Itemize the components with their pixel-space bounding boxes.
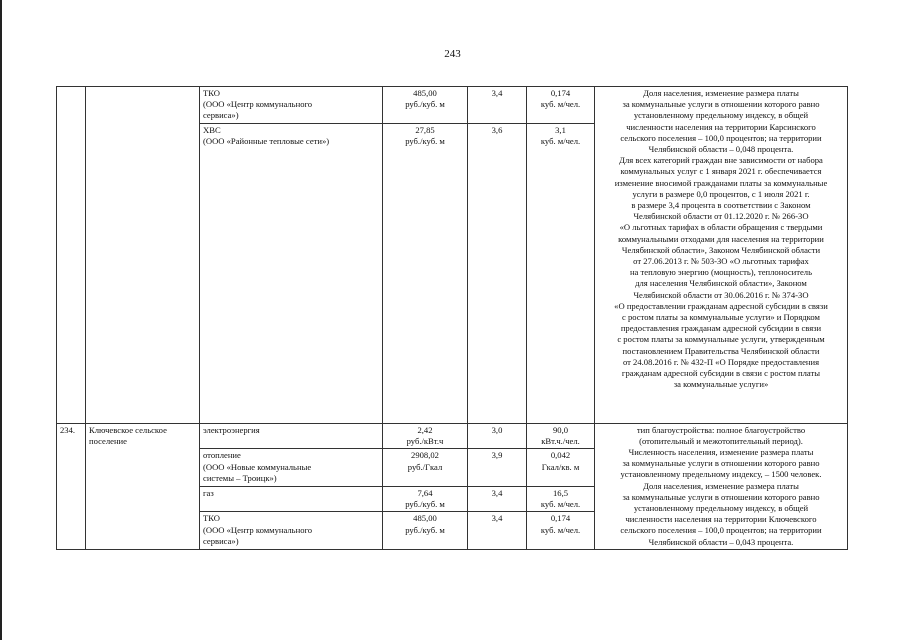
row-description: тип благоустройства: полное благоустройство (отопительный и межотопительный период). Численность населения, изменение размера платы за коммунальные услуги в отношении которого равно установленному предельному индексу, – 1500 человек. Доля населения, изменение размера платы за коммунальные услуги в отношении которого равно установленному предельному индексу, в общей численности населения на территории Ключевского сельского поселения – 100,0 процентов; на территории Челябинской области – 0,043 процента.	[595, 423, 848, 549]
index-value: 3,9	[468, 449, 527, 486]
norm-value: 16,5 куб. м/чел.	[527, 486, 595, 512]
norm-value: 0,174 куб. м/чел.	[527, 512, 595, 549]
service-name: ТКО (ООО «Центр коммунального сервиса»)	[200, 87, 383, 124]
tariff-value: 2908,02 руб./Гкал	[383, 449, 468, 486]
tariff-value: 7,64 руб./куб. м	[383, 486, 468, 512]
index-value: 3,6	[468, 123, 527, 423]
index-value: 3,4	[468, 486, 527, 512]
tariff-table	[56, 86, 848, 550]
norm-value: 90,0 кВт.ч./чел.	[527, 423, 595, 449]
page-edge-line	[0, 0, 2, 640]
service-name: ТКО (ООО «Центр коммунального сервиса»)	[200, 512, 383, 549]
table-row	[57, 423, 848, 449]
norm-value: 0,042 Гкал/кв. м	[527, 449, 595, 486]
service-name: электроэнергия	[200, 423, 383, 449]
page-number: 243	[444, 48, 461, 60]
index-value: 3,4	[468, 512, 527, 549]
tariff-value: 27,85 руб./куб. м	[383, 123, 468, 423]
settlement-name: Ключевское сельское поселение	[86, 423, 200, 549]
service-name: ХВС (ООО «Районные тепловые сети»)	[200, 123, 383, 423]
settlement-name	[86, 87, 200, 424]
table-row	[57, 87, 848, 124]
index-value: 3,4	[468, 87, 527, 124]
service-name: газ	[200, 486, 383, 512]
row-description: Доля населения, изменение размера платы за коммунальные услуги в отношении которого равно установленному предельному индексу, в общей численности населения на территории Карсинского сельского поселения – 100,0 процентов; на территории Челябинской области – 0,048 процента. Для всех категорий граждан вне зависимости от набора коммунальных услуг с 1 января 2021 г. обеспечивается изменение вносимой гражданами платы за коммунальные услуги в размере 0,0 процентов, с 1 июля 2021 г. в размере 3,4 процента в соответствии с Законом Челябинской области от 01.12.2020 г. № 266-ЗО «О льготных тарифах в области обращения с твердыми коммунальными отходами для населения на территории Челябинской области», Законом Челябинской области от 27.06.2013 г. № 503-ЗО «О льготных тарифах на тепловую энергию (мощность), теплоноситель для населения Челябинской области», Законом Челябинской области от 30.06.2016 г. № 374-ЗО «О предоставлении гражданам адресной субсидии в связи с ростом платы за коммунальные услуги» и Порядком предоставления гражданам адресной субсидии в связи с ростом платы за коммунальные услуги, утвержденным постановлением Правительства Челябинской области от 24.08.2016 г. № 432-П «О Порядке предоставления гражданам адресной субсидии в связи с ростом платы за коммунальные услуги»	[595, 87, 848, 424]
service-name: отопление (ООО «Новые коммунальные системы – Троицк»)	[200, 449, 383, 486]
tariff-value: 485,00 руб./куб. м	[383, 512, 468, 549]
tariff-value: 485,00 руб./куб. м	[383, 87, 468, 124]
norm-value: 3,1 куб. м/чел.	[527, 123, 595, 423]
row-number	[57, 87, 86, 424]
tariff-value: 2,42 руб./кВт.ч	[383, 423, 468, 449]
index-value: 3,0	[468, 423, 527, 449]
row-number: 234.	[57, 423, 86, 549]
norm-value: 0,174 куб. м/чел.	[527, 87, 595, 124]
